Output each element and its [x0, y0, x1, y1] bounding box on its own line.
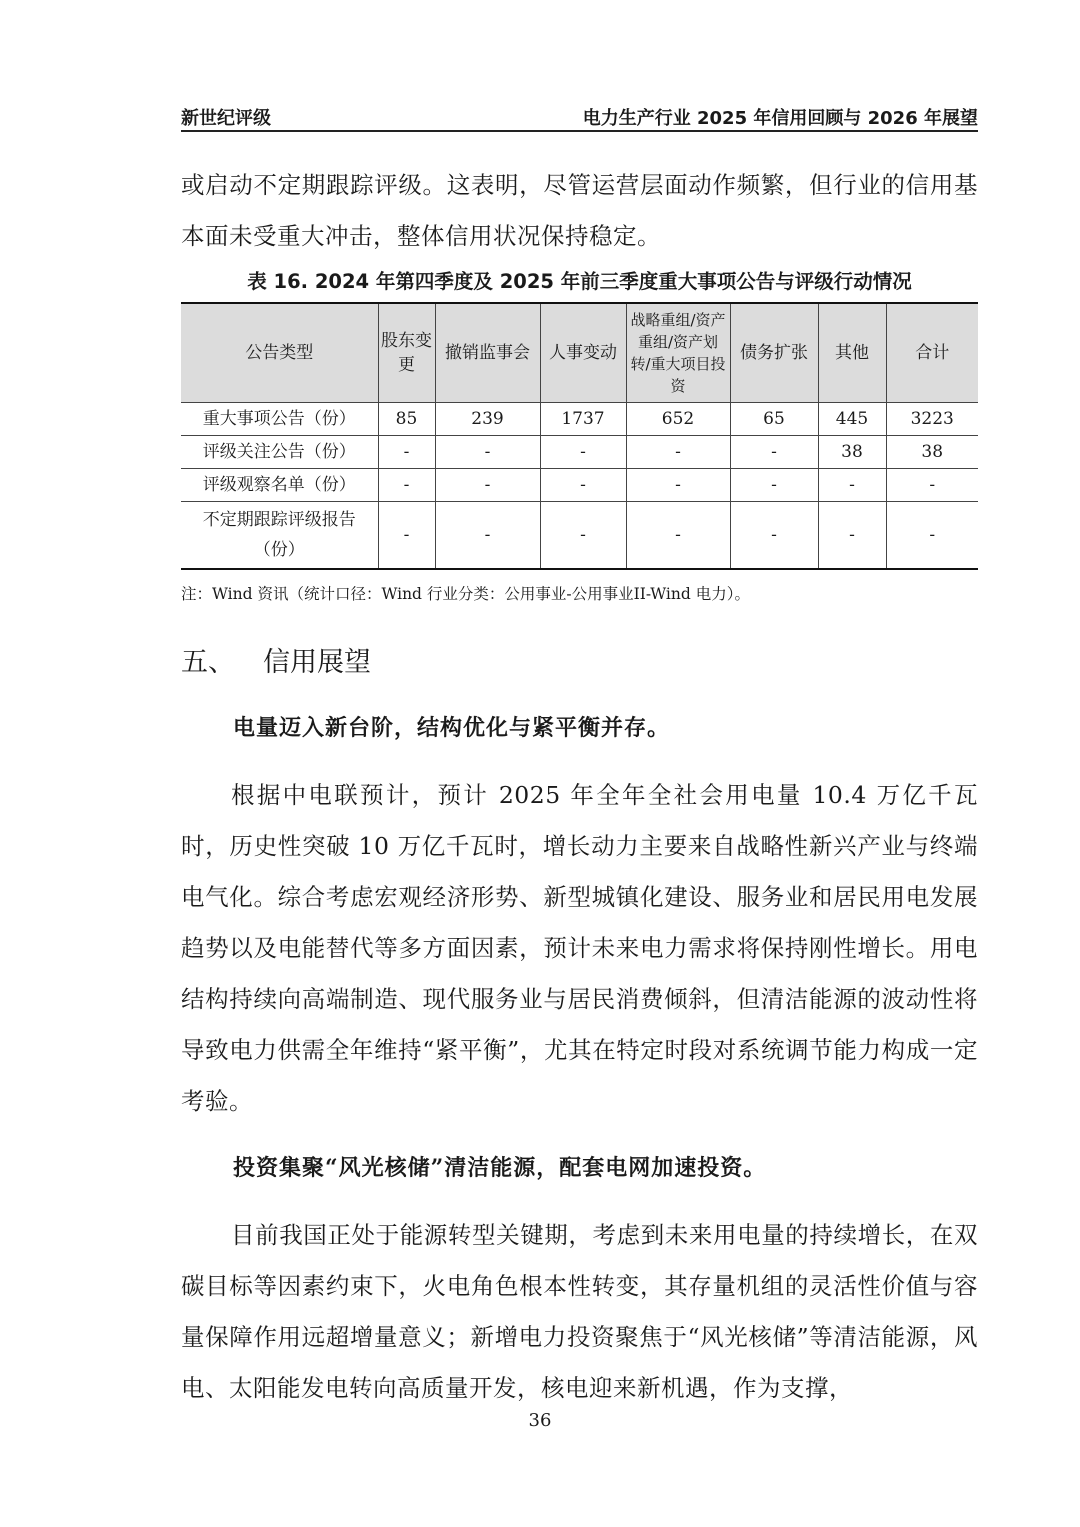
- row-label: 不定期跟踪评级报告（份）: [181, 502, 378, 570]
- table-cell: -: [378, 436, 435, 469]
- table-cell: -: [626, 436, 730, 469]
- table-title: 表 16. 2024 年第四季度及 2025 年前三季度重大事项公告与评级行动情况: [247, 270, 912, 293]
- table-cell: 239: [435, 403, 540, 436]
- table-cell: -: [886, 469, 978, 502]
- table-cell: 445: [818, 403, 886, 436]
- page-number: 36: [528, 1410, 552, 1431]
- subsection-heading: 投资集聚“风光核储”清洁能源，配套电网加速投资。: [233, 1155, 767, 1181]
- col-header-restructuring: 战略重组/资产重组/资产划转/重大项目投资: [626, 303, 730, 403]
- table-cell: 38: [818, 436, 886, 469]
- table-cell: -: [730, 502, 818, 570]
- section-number: 五、: [181, 647, 235, 678]
- intro-paragraph: 或启动不定期跟踪评级。这表明，尽管运营层面动作频繁，但行业的信用基本面未受重大冲击，整体信用状况保持稳定。: [181, 171, 978, 250]
- table-cell: -: [886, 502, 978, 570]
- table-cell: 652: [626, 403, 730, 436]
- table-cell: -: [378, 502, 435, 570]
- table-cell: -: [818, 469, 886, 502]
- header-report-title: 电力生产行业 2025 年信用回顾与 2026 年展望: [582, 108, 978, 129]
- table-cell: 1737: [540, 403, 626, 436]
- table-cell: -: [730, 469, 818, 502]
- subsection-heading: 电量迈入新台阶，结构优化与紧平衡并存。: [233, 715, 671, 741]
- table-cell: 38: [886, 436, 978, 469]
- table-cell: -: [435, 502, 540, 570]
- table-row: [181, 502, 978, 570]
- table-row: [181, 436, 978, 469]
- table-cell: -: [626, 469, 730, 502]
- table-note: 注：Wind 资讯（统计口径：Wind 行业分类：公用事业-公用事业II-Wind 电力）。: [181, 585, 750, 603]
- col-header-debt: 债务扩张: [730, 303, 818, 403]
- table-cell: -: [540, 469, 626, 502]
- table-row: [181, 469, 978, 502]
- table-cell: -: [730, 436, 818, 469]
- events-table: [181, 302, 978, 570]
- section-title: 信用展望: [263, 647, 371, 678]
- header-divider: [181, 130, 978, 132]
- table-cell: -: [818, 502, 886, 570]
- table-cell: -: [540, 436, 626, 469]
- table-header-row: [181, 303, 978, 403]
- table-cell: 3223: [886, 403, 978, 436]
- row-label: 评级关注公告（份）: [181, 436, 378, 469]
- col-header-supervisory: 撤销监事会: [435, 303, 540, 403]
- table-cell: -: [435, 436, 540, 469]
- body-paragraph: 目前我国正处于能源转型关键期，考虑到未来用电量的持续增长，在双碳目标等因素约束下，火电角色根本性转变，其存量机组的灵活性价值与容量保障作用远超增量意义；新增电力投资聚焦于“风光核储”等清洁能源，风电、太阳能发电转向高质量开发，核电迎来新机遇，作为支撑，: [181, 1221, 978, 1402]
- table-cell: -: [626, 502, 730, 570]
- page-header: [181, 104, 978, 130]
- table-cell: -: [378, 469, 435, 502]
- col-header-personnel: 人事变动: [540, 303, 626, 403]
- table-cell: 85: [378, 403, 435, 436]
- table-cell: 65: [730, 403, 818, 436]
- table-cell: -: [435, 469, 540, 502]
- section-heading: [181, 640, 399, 679]
- col-header-shareholder: 股东变更: [378, 303, 435, 403]
- table-row: [181, 403, 978, 436]
- header-org-name: 新世纪评级: [181, 108, 271, 129]
- table-cell: -: [540, 502, 626, 570]
- col-header-type: 公告类型: [181, 303, 378, 403]
- row-label: 重大事项公告（份）: [181, 403, 378, 436]
- body-paragraph: 根据中电联预计，预计 2025 年全年全社会用电量 10.4 万亿千瓦时，历史性突破 10 万亿千瓦时，增长动力主要来自战略性新兴产业与终端电气化。综合考虑宏观经济形势、新型城镇化建设、服务业和居民用电发展趋势以及电能替代等多方面因素，预计未来电力需求将保持刚性增长。用电结构持续向高端制造、现代服务业与居民消费倾斜，但清洁能源的波动性将导致电力供需全年维持“紧平衡”，尤其在特定时段对系统调节能力构成一定考验。: [181, 781, 978, 1115]
- row-label: 评级观察名单（份）: [181, 469, 378, 502]
- col-header-other: 其他: [818, 303, 886, 403]
- col-header-total: 合计: [886, 303, 978, 403]
